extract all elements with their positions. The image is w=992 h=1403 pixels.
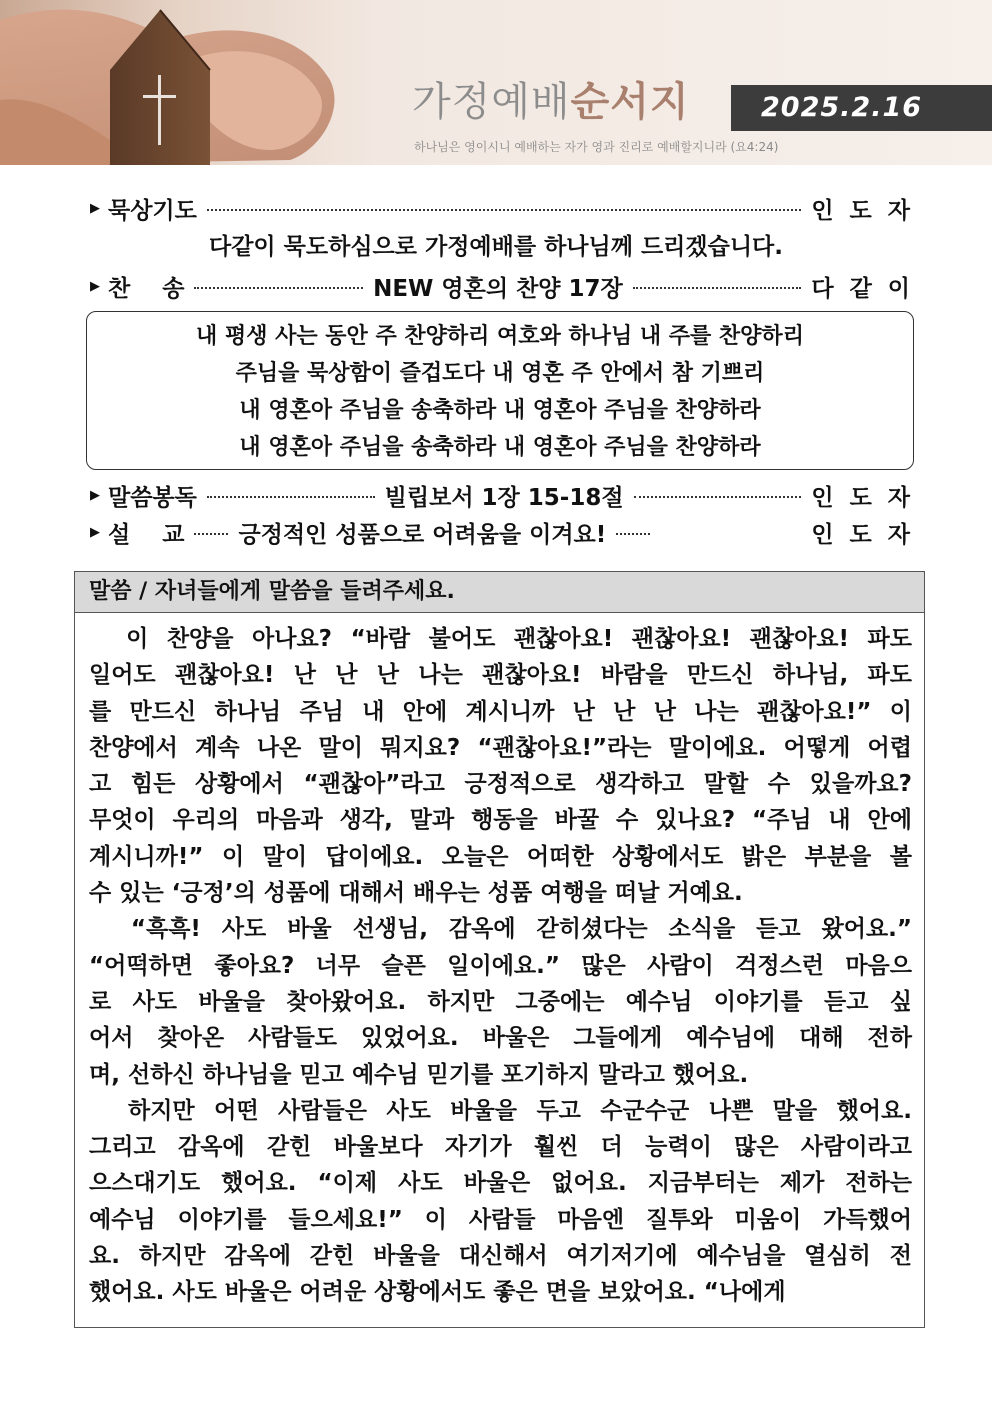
order-leader: 인도자 (811, 484, 927, 511)
sermon-line: 으스대기도 했어요. “이제 사도 바울은 없어요. 지금부터는 제가 전하는 (89, 1170, 912, 1197)
sermon-line: 며, 선하신 하나님을 믿고 예수님 믿기를 포기하지 말라고 했어요. (89, 1061, 749, 1088)
dotted-leader (634, 496, 802, 498)
sermon-line: 를 만드신 하나님 주님 내 안에 계시니까 난 난 난 나는 괜찮아요!” 이 (89, 698, 912, 725)
triangle-bullet-icon: ▶ (90, 200, 100, 216)
hymn-lyric-line: 주님을 묵상함이 즐겁도다 내 영혼 주 안에서 참 기쁘리 (235, 361, 765, 386)
sermon-line: 계시니까!” 이 말이 답이에요. 오늘은 어떠한 상황에서도 밝은 부분을 볼 (89, 843, 912, 870)
dotted-leader (194, 533, 228, 535)
triangle-bullet-icon: ▶ (90, 524, 100, 540)
order-row-hymn (90, 268, 927, 304)
triangle-bullet-icon: ▶ (90, 278, 100, 294)
hymn-lyric-line: 내 영혼아 주님을 송축하라 내 영혼아 주님을 찬양하라 (239, 398, 761, 423)
dotted-leader (207, 496, 375, 498)
order-label: 설 교 (108, 521, 185, 548)
hymn-lyrics-box (86, 311, 914, 470)
order-row-prayer (90, 190, 926, 226)
sermon-line: “어떡하면 좋아요? 너무 슬픈 일이에요.” 많은 사람이 걱정스런 마음으 (89, 952, 912, 979)
hands-house-cross-illustration (0, 0, 360, 165)
sermon-line: 하지만 어떤 사람들은 사도 바울을 두고 수군수군 나쁜 말을 했어요. (89, 1097, 912, 1124)
sermon-line: 찬양에서 계속 나온 말이 뭐지요? “괜찮아요!”라는 말이에요. 어떻게 어렵 (89, 734, 912, 761)
triangle-bullet-icon: ▶ (90, 487, 100, 503)
reading-title: 빌립보서 1장 15-18절 (384, 484, 624, 511)
header-banner (0, 0, 992, 165)
sermon-box (74, 571, 925, 1328)
sermon-line: 고 힘든 상황에서 “괜찮아”라고 긍정적으로 생각하고 말할 수 있을까요? (89, 771, 912, 798)
sermon-line: 로 사도 바울을 찾아왔어요. 하지만 그중에는 예수님 이야기를 듣고 싶 (89, 988, 912, 1015)
sermon-body (75, 613, 924, 1311)
hymn-lyric-line: 내 영혼아 주님을 송축하라 내 영혼아 주님을 찬양하라 (239, 435, 761, 460)
sermon-title: 긍정적인 성품으로 어려움을 이겨요! (238, 521, 607, 548)
page-title (412, 78, 689, 126)
sermon-line: 무엇이 우리의 마음과 생각, 말과 행동을 바꿀 수 있나요? “주님 내 안에 (89, 807, 912, 834)
order-label: 찬 송 (108, 275, 185, 302)
order-leader: 다같이 (811, 275, 927, 302)
dotted-leader (633, 287, 802, 289)
order-leader: 인도자 (811, 197, 926, 224)
title-bold: 순서지 (570, 79, 690, 125)
order-label: 묵상기도 (108, 197, 197, 224)
title-light: 가정예배 (412, 79, 571, 125)
sermon-line: 예수님 이야기를 들으세요!” 이 사람들 마음엔 질투와 미움이 가득했어 (89, 1206, 912, 1233)
order-label: 말씀봉독 (108, 484, 197, 511)
order-leader: 인도자 (811, 521, 926, 548)
sermon-line: 그리고 감옥에 갇힌 바울보다 자기가 훨씬 더 능력이 많은 사람이라고 (89, 1134, 912, 1161)
header-subtitle: 하나님은 영이시니 예배하는 자가 영과 진리로 예배할지니라 (요4:24) (414, 140, 779, 154)
dotted-leader (207, 209, 801, 211)
order-row-reading (90, 477, 927, 513)
sermon-line: 이 찬양을 아나요? “바람 불어도 괜찮아요! 괜찮아요! 괜찮아요! 파도 (89, 626, 912, 652)
sermon-line: 일어도 괜찮아요! 난 난 난 나는 괜찮아요! 바람을 만드신 하나님, 파도 (89, 662, 912, 689)
sermon-line: 요. 하지만 감옥에 갇힌 바울을 대신해서 여기저기에 예수님을 열심히 전 (89, 1243, 912, 1270)
sermon-heading: 말씀 / 자녀들에게 말씀을 들려주세요. (75, 572, 924, 613)
dotted-leader (194, 287, 363, 289)
sermon-line: “흑흑! 사도 바울 선생님, 감옥에 갇히셨다는 소식을 듣고 왔어요.” (89, 916, 912, 943)
date-badge: 2025.2.16 (731, 85, 992, 131)
hymn-title: NEW 영혼의 찬양 17장 (373, 275, 623, 302)
prayer-text: 다같이 묵도하심으로 가정예배를 하나님께 드리겠습니다. (209, 234, 783, 260)
order-row-sermon (90, 514, 926, 550)
dotted-leader (616, 533, 650, 535)
sermon-line: 했어요. 사도 바울은 어려운 상황에서도 좋은 면을 보았어요. “나에게 (89, 1279, 786, 1306)
hymn-lyric-line: 내 평생 사는 동안 주 찬양하리 여호와 하나님 내 주를 찬양하리 (196, 324, 804, 349)
sermon-line: 수 있는 ‘긍정’의 성품에 대해서 배우는 성품 여행을 떠날 거예요. (89, 880, 743, 907)
sermon-line: 어서 찾아온 사람들도 있었어요. 바울은 그들에게 예수님에 대해 전하 (89, 1025, 912, 1052)
